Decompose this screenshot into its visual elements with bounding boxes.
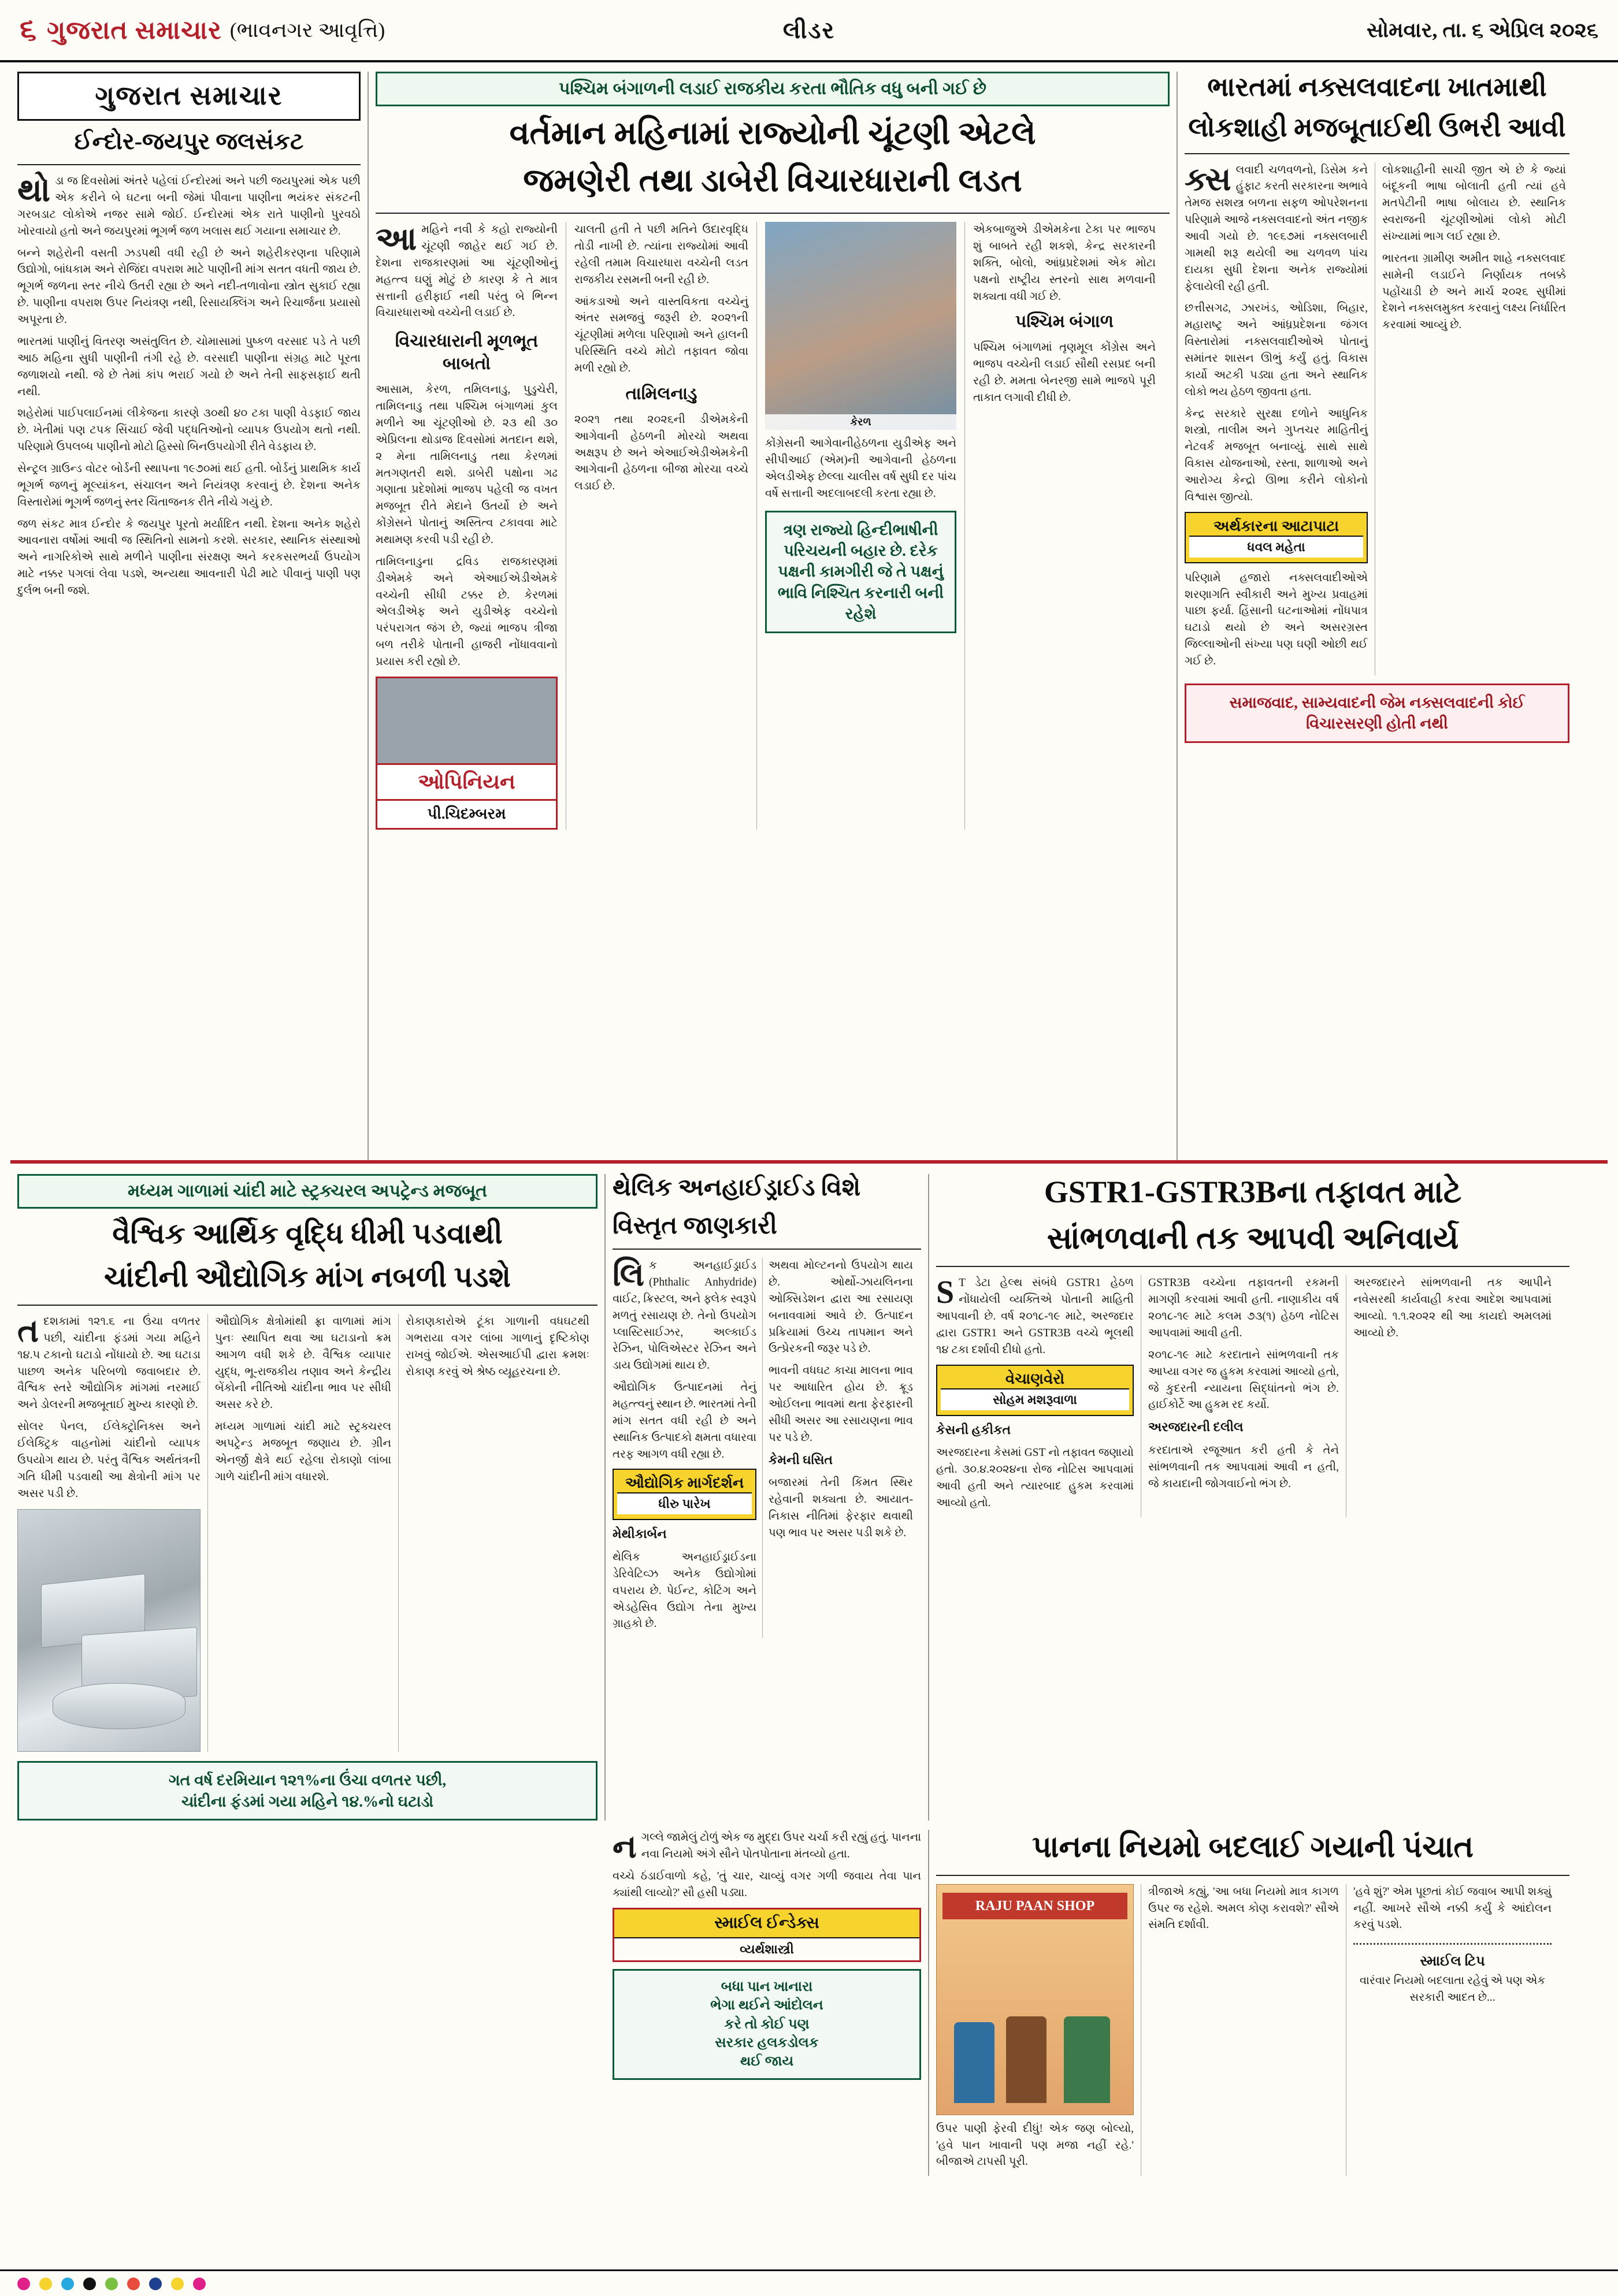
footer-dot-2 [39,2278,52,2290]
silver-headline-line2: ચાંદીની ઔદ્યોગિક માંગ નબળી પડશે [104,1261,511,1293]
editorial-para-1: બન્ને શહેરોની વસતી ઝડપથી વધી રહી છે અને શહેરીકરણના પરિણામે ઉદ્યોગો, બાંધકામ અને રોજિંદા વપરાશ માટે પાણીની માંગ સતત વધતી જાય છે. ભૂગર્ભ જળના સ્તર નીચે ઉતરી રહ્યા છે અને નદી-તળાવોના સ્ત્રોત સુકાઈ રહ્યા છે. પાણીના વપરાશ ઉપર નિયંત્રણ નથી, રિસાયક્લિંગ અને રિચાર્જના પ્રયાસો અપૂરતા છે. [17,247,361,326]
pan-left-col [606,1830,929,2176]
footer-dot-9 [193,2278,206,2290]
right-story-body [1185,162,1569,675]
opinion-author-photo [377,678,556,765]
phthalic-para-4: ભાવની વધઘટ કાચા માલના ભાવ પર આધારિત હોય છે. ક્રૂડ ઓઈલના ભાવમાં થતા ફેરફારની સીધી અસર આ રસાયણના ભાવ પર પડે છે. [769,1365,913,1444]
smile-index-author: વ્યર્થશાસ્ત્રી [740,1941,794,1956]
pan-headline: પાનના નિયમો બદલાઈ ગયાની પંચાત [1032,1831,1474,1864]
phthalic-sub2-text: બજારમાં તેની કિંમત સ્થિર રહેવાની શક્યતા છે. આયાત-નિકાસ નીતિમાં ફેરફાર થવાથી પણ ભાવ પર અસર પડી શકે છે. [769,1477,913,1539]
lead-kicker: પશ્ચિમ બંગાળની લડાઈ રાજકીય કરતા ભૌતિક વધુ બની ગઈ છે [376,72,1170,106]
phthalic-headline-line2: વિસ્તૃત જાણકારી [613,1212,777,1239]
phthalic-sub2: કેમની ઘસિત [769,1452,833,1467]
silver-subcol-3 [399,1314,589,1752]
lead-subcol-4 [965,222,1156,830]
right-lead-para: ક્સલવાદી ચળવળનો, ડિસેમ કને હુંફાટ કરતી સરકારના અભાવે તેમજ સશસ્ત્ર બળના સફળ ઓપરેશનના પરિણામે આજે નક્સલવાદનો અંત નજીક આવી ગયો છે. ૧૯૬૭માં નક્સલબારી ગામથી શરૂ થયેલી આ ચળવળ પાંચ દાયકા સુધી દેશના અનેક રાજ્યોમાં ફેલાયેલી રહી હતી. [1185,161,1368,293]
lead-photo-text: કોંગ્રેસની આગેવાનીહેઠળના યુડીએફ અને સીપીઆઈ (એમ)ની આગેવાની હેઠળના એલડીએફ છેલ્લા ચાલીસ વર્ષ સુધી દર પાંચ વર્ષે સત્તાની અદલાબદલી કરતા રહ્યા છે. [765,437,956,500]
paper-name: ગુજરાત સમાચાર [47,16,222,44]
editorial-para-5: જળ સંકટ માત્ર ઈન્દોર કે જયપુર પૂરતો મર્યાદિત નથી. દેશના અનેક શહેરો આવનારા વર્ષોમાં આવી જ સ્થિતિનો સામનો કરશે. સરકાર, સ્થાનિક સંસ્થાઓ અને નાગરિકોએ સાથે મળીને પાણીના સંરક્ષણ અને કરકસરભર્યા ઉપયોગ માટે નક્કર પગલાં લેવા પડશે, અન્યથા આવનારી પેઢી માટે પીવાનું પાણી પણ દુર્લભ બની જશે. [17,518,361,597]
pan-quote-l5: થઈ જાય [740,2054,794,2070]
lead-story-body [376,222,1170,830]
gst-subcol-1 [936,1275,1141,1517]
pan-para-5: 'હવે શું?' એમ પૂછતાં કોઈ જવાબ આપી શક્યું નહીં. આખરે સૌએ નક્કી કર્યું કે આંદોલન કરવું પડશે. [1353,1885,1552,1931]
right-para-2: કેન્દ્ર સરકારે સુરક્ષા દળોને આધુનિક શસ્ત્રો, તાલીમ અને ગુપ્તચર માહિતીનું નેટવર્ક મજબૂત બનાવ્યું. સાથે સાથે વિકાસ યોજનાઓ, રસ્તા, શાળાઓ અને આરોગ્ય કેન્દ્રો ઊભા કરીને લોકોનો વિશ્વાસ જીત્યો. [1185,407,1368,503]
editorial-para-3: શહેરોમાં પાઈપલાઈનમાં લીકેજના કારણે ૩૦થી ૪૦ ટકા પાણી વેડફાઈ જાય છે. ખેતીમાં પણ ટપક સિંચાઈ જેવી પદ્ધતિઓનો વ્યાપક ઉપયોગ થતો નથી. પરિણામે ઉપલબ્ધ પાણીનો મોટો હિસ્સો બિનઉપયોગી રીતે વેડફાય છે. [17,407,361,454]
pan-subcol-3 [1346,1884,1552,2176]
lead-subcol-1 [376,222,566,830]
lead-headline-line2: જમણેરી તથા ડાબેરી વિચારધારાની લડત [523,163,1022,199]
opinion-box [376,677,558,830]
phthalic-tag-author: ધીરુ પારેખ [617,1492,752,1514]
silver-bottom-box [17,1761,598,1821]
smile-index-box [613,1908,921,1962]
silver-bottom-line2: ચાંદીના ફંડમાં ગયા મહિને ૧૪.%નો ઘટાડો [181,1792,434,1810]
footer-dot-5 [105,2278,118,2290]
gst-subcol-3 [1346,1275,1552,1517]
middle-section [0,1164,1618,1821]
silver-subcol-2 [208,1314,399,1752]
silver-bars-photo [17,1509,201,1752]
lead-para-3: તામિલનાડુના દ્રવિડ રાજકારણમાં ડીએમકે અને એઆઈએડીએમકે વચ્ચેની સીધી ટક્કર છે. કેરળમાં એલડીએફ અને યુડીએફ વચ્ચેનો પરંપરાગત જંગ છે, જ્યાં ભાજપ ત્રીજા બળ તરીકે પોતાની હાજરી નોંધાવવાનો પ્રયાસ કરી રહ્યો છે. [376,555,558,668]
gst-sub1-text: અરજદારના કેસમાં GST નો તફાવત જણાયો હતો. ૩૦.૪.૨૦૨૪ના રોજ નોટિસ આપવામાં આવી હતી અને ત્યારબાદ હુકમ કરવામાં આવ્યો હતો. [936,1447,1134,1509]
gst-para-3: ૨૦૧૮-૧૯ માટે કરદાતાને સાંભળવાની તક આપ્યા વગર જ હુકમ કરવામાં આવ્યો હતો, જે કુદરતી ન્યાયના સિદ્ધાંતનો ભંગ છે. હાઈકોર્ટે આ હુકમ રદ કર્યો. [1148,1348,1339,1411]
phthalic-subcol-1 [613,1258,763,1638]
editorial-para-4: સેન્ટ્રલ ગ્રાઉન્ડ વોટર બોર્ડની સ્થાપના ૧૯૭૦માં થઈ હતી. બોર્ડનું પ્રાથમિક કાર્ય ભૂગર્ભ જળનું મૂલ્યાંકન, સંચાલન અને નિયંત્રણ કરવાનું છે. દેશના અનેક વિસ્તારોમાં ભૂગર્ભ જળનું સ્તર ચિંતાજનક રીતે નીચે ગયું છે. [17,462,361,508]
footer-dot-6 [127,2278,140,2290]
lead-para-4: ચાલતી હતી તે પછી મતિને ઉદારવૃદ્ધિ તોડી નાખી છે. ત્યાંના રાજ્યોમાં આવી રહેલી તમામ વિચારધારા વચ્ચેની લડત રાજકીય રસમની બની રહી છે. [574,224,748,286]
section-label: લીડર [782,17,836,43]
page-number: ૬ [20,13,37,46]
lead-para-8: પશ્ચિમ બંગાળમાં તૃણમૂલ કોંગ્રેસ અને ભાજપ વચ્ચેની લડાઈ સૌથી રસપ્રદ બની રહી છે. મમતા બેનરજી સામે ભાજપે પૂરી તાકાત લગાવી દીધી છે. [973,341,1156,404]
phthalic-story [606,1174,929,1821]
silver-para-3: ઔદ્યોગિક ક્ષેત્રોમાંથી ફ્રા વાળામાં માંગ પુનઃ સ્થાપિત થવા આ ઘટાડાનો ક્રમ આગળ વધી શકે છે. વૈશ્વિક વ્યાપાર યુદ્ધ, ભૂ-રાજકીય તણાવ અને કેન્દ્રીય બેંકોની નીતિઓ ચાંદીના ભાવ પર સીધી અસર કરે છે. [215,1316,391,1411]
gst-sub1: કેસની હકીકત [936,1422,1011,1437]
silver-para-1: તદશકામાં ૧૨૧.૬ ના ઉંચા વળતર પછી, ચાંદીના ફંડમાં ગયા મહિને ૧૪.૫ ટકાનો ઘટાડો નોંધાયો છે. આ ઘટાડા પાછળ અનેક પરિબળો જવાબદાર છે. વૈશ્વિક સ્તરે ઔદ્યોગિક માંગમાં નરમાઈ અને ડોલરની મજબૂતાઈ મુખ્ય કારણો છે. [17,1313,201,1411]
pan-story [929,1830,1576,2176]
gst-sub2-text: કરદાતાએ રજૂઆત કરી હતી કે તેને સાંભળવાની તક આપવામાં આવી ન હતી, જે કાયદાની જોગવાઈનો ભંગ છે. [1148,1444,1339,1490]
pan-body [936,1884,1569,2176]
footer-dot-7 [149,2278,162,2290]
silver-story [10,1174,606,1821]
silver-kicker: મધ્યમ ગાળામાં ચાંદી માટે સ્ટ્રક્ચરલ અપટ્રેન્ડ મજબૂત [17,1174,598,1209]
gst-tag [936,1365,1134,1416]
right-headline-line1: ભારતમાં નક્સલવાદના ખાતમાથી [1207,72,1547,102]
phthalic-tag-title: ઔદ્યોગિક માર્ગદર્શન [625,1474,744,1492]
smile-tip-title: સ્માઈલ ટિપ [1420,1954,1485,1970]
opinion-title: ઓપિનિયન [377,765,556,801]
gst-headline-line1: GSTR1-GSTR3Bના તફાવત માટે [1044,1175,1462,1209]
right-subcol-2 [1375,162,1566,675]
issue-date: સોમવાર, તા. ૬ એપ્રિલ ૨૦૨૬ [1366,18,1598,42]
phthalic-para-2: ઔદ્યોગિક ઉત્પાદનમાં તેનું મહત્ત્વનું સ્થાન છે. ભારતમાં તેની માંગ સતત વધી રહી છે અને સ્થાનિક ઉત્પાદકો ક્ષમતા વધારવા તરફ આગળ વધી રહ્યા છે. [613,1381,756,1461]
gst-headline-line2: સાંભળવાની તક આપવી અનિવાર્ય [1046,1220,1459,1255]
gst-tag-author: સોહમ મશરૂવાળા [941,1388,1129,1410]
editorial-para-0: થોડા જ દિવસોમાં અંતરે પહેલાં ઈન્દોરમાં અને પછી જયપુરમાં એક પછી એક કરીને બે ઘટના બની જેમાં પીવાના પાણીના ભયંકર સંકટની ગરબડાટ લોકોએ નજર સામે જોઈ. ઈન્દોરમાં એક રાતે પાણીનો પુરવઠો ખોરવાયો હતો અને જયપુરમાં ભૂગર્ભ જળ ખલાસ થઈ ગયાના સમાચાર છે. [17,173,361,237]
lead-photo [765,222,956,430]
right-subcol-1 [1185,162,1375,675]
gst-body [936,1275,1569,1517]
editorial-body [17,173,361,600]
bottom-section [0,1821,1618,2176]
footer-dot-8 [171,2278,184,2290]
inset-tag-title: અર્થકારના આટાપાટા [1213,517,1339,534]
pan-para-4: ત્રીજાએ કહ્યું, 'આ બધા નિયમો માત્ર કાગળ ઉપર જ રહેશે. અમલ કોણ કરાવશે?' સૌએ સંમતિ દર્શાવી. [1148,1885,1339,1931]
gst-sub2: અરજદારની દલીલ [1148,1420,1244,1435]
paper-logo-text: ગુજરાત સમાચાર [95,81,283,110]
right-bottom-quote: સમાજવાદ, સામ્યવાદની જેમ નક્સલવાદની કોઈ વિચારસરણી હોતી નથી [1185,683,1569,743]
masthead-bar [0,0,1618,62]
lead-pullquote: ત્રણ રાજ્યો હિન્દીભાષીની પરિચયની બહાર છે. દરેક પક્ષની કામગીરી જે તે પક્ષનું ભાવિ નિશ્ચિત કરનારી બની રહેશે [765,511,956,633]
lead-subcol-3 [757,222,965,830]
silver-para-5: રોકાણકારોએ ટૂંકા ગાળાની વધઘટથી ગભરાયા વગર લાંબા ગાળાનું દૃષ્ટિકોણ રાખવું જોઈએ. એસઆઈપી દ્વારા ક્રમશઃ રોકાણ કરવું એ શ્રેષ્ઠ વ્યૂહરચના છે. [406,1316,589,1378]
silver-para-2: સોલર પેનલ, ઈલેક્ટ્રોનિક્સ અને ઈલેક્ટ્રિક વાહનોમાં ચાંદીનો વ્યાપક ઉપયોગ થાય છે. પરંતુ વૈશ્વિક અર્થતંત્રની ગતિ ધીમી પડવાથી આ ક્ષેત્રોની માંગ પર અસર પડી છે. [17,1421,201,1500]
lead-photo-caption: કેરળ [765,414,956,430]
pan-quote-l3: કરે તો કોઈ પણ [724,2016,810,2032]
pan-lead: નગલ્લે જામેલું ટોળું એક જ મુદ્દા ઉપર ચર્ચા કરી રહ્યું હતું. પાનના નવા નિયમો અંગે સૌને પોતપોતાના મંતવ્યો હતા. [613,1829,921,1866]
footer-dot-3 [61,2278,74,2290]
right-headline-line2: લોકશાહી મજબૂતાઈથી ઉભરી આવી [1188,113,1566,143]
pan-pullquote [613,1969,921,2080]
gst-para-2: GSTR3B વચ્ચેના તફાવતની રકમની માગણી કરવામાં આવી હતી. નાણાકીય વર્ષ ૨૦૧૮-૧૯ માટે કલમ ૭૩(૧) હેઠળ નોટિસ આપવામાં આવી હતી. [1148,1277,1339,1340]
inset-tag-author: ધવલ મહેતા [1189,536,1363,558]
right-para-1: છત્તીસગઢ, ઝારખંડ, ઓડિશા, બિહાર, મહારાષ્ટ્ર અને આંધ્રપ્રદેશના જંગલ વિસ્તારોમાં નક્સલવાદીઓએ પોતાનું સમાંતર શાસન ઊભું કર્યું હતું. વિકાસ કાર્યો અટકી પડ્યા હતા અને સ્થાનિક લોકો ભય હેઠળ જીવતા હતા. [1185,302,1368,398]
pan-shop-sign: RAJU PAAN SHOP [942,1893,1127,1919]
lead-para-5: આંકડાઓ અને વાસ્તવિકતા વચ્ચેનું અંતર સમજવું જરૂરી છે. ૨૦૨૧ની ચૂંટણીમાં મળેલા પરિણામો અને હાલની પરિસ્થિતિ વચ્ચે મોટો તફાવત જોવા મળી રહ્યો છે. [574,295,748,375]
lead-para-6: ૨૦૨૧ તથા ૨૦૨૬ની ડીએમકેની આગેવાની હેઠળની મોરચો અથવા અક્ષરૂપ છે અને એઆઈએડીએમકેની આગેવાની હેઠળના બીજા મોરચા વચ્ચે લડાઈ છે. [574,413,748,493]
gst-story [929,1174,1576,1821]
edition-label: (ભાવનગર આવૃત્તિ) [229,18,385,42]
top-section [0,62,1618,1160]
gst-para-4: અરજદારને સાંભળવાની તક આપીને નવેસરથી કાર્યવાહી કરવા આદેશ આપવામાં આવ્યો. ૧.૧.૨૦૨૨ થી આ કાયદો અમલમાં આવ્યો છે. [1353,1277,1552,1340]
lead-subcol-2 [566,222,757,830]
footer-color-dots [0,2269,1618,2296]
pan-shop-illustration [936,1884,1134,2115]
pan-para-2: વચ્ચે ઠંડાઈવાળો કહે, 'તું ચાર, ચાવ્યું વગર ગળી જવાય તેવા પાન ક્યાંથી લાવ્યો?' સૌ હસી પડ્યા. [613,1870,921,1899]
silver-body [17,1314,598,1752]
smile-tip-text: વારંવાર નિયમો બદલાતા રહેવું એ પણ એક સરકારી આદત છે... [1359,1975,1546,2004]
lead-para-2: આસામ, કેરળ, તમિલનાડુ, પુડુચેરી, તામિલનાડુ તથા પશ્ચિમ બંગાળમાં કુલ મળીને આ ચૂંટણીઓ છે. ૨૩ થી ૩૦ એપ્રિલના થોડાજ દિવસોમાં મતદાન થશે, ૨ મેના તામિલનાડુ તથા કેરળમાં મતગણતરી થશે. ડાબેરી પક્ષોના ગઢ ગણાતા પ્રદેશોમાં ભાજપ પહેલી જ વખત મજબૂત રીતે મેદાને ઉતર્યો છે અને કોંગ્રેસને પોતાનું અસ્તિત્વ ટકાવવા માટે મથામણ કરવી પડી રહી છે. [376,384,558,547]
silver-subcol-1 [17,1314,208,1752]
phthalic-tag [613,1469,756,1520]
pan-para-3: ઉપર પાણી ફેરવી દીધું! એક જણ બોલ્યો, 'હવે પાન ખાવાની પણ મજા નહીં રહે.' બીજાએ ટાપસી પૂરી. [936,2122,1134,2168]
phthalic-sub1: મેથીકાર્બન [613,1526,667,1541]
right-story-column [1178,72,1576,1160]
bottom-left-spacer [10,1830,606,2176]
silver-para-4: મધ્યમ ગાળામાં ચાંદી માટે સ્ટ્રક્ચરલ અપટ્રેન્ડ મજબૂત જણાય છે. ગ્રીન એનર્જી ક્ષેત્રે થઈ રહેલા રોકાણો લાંબા ગાળે ચાંદીની માંગ વધારશે. [215,1421,391,1483]
lead-subhead-1: વિચારધારાની મૂળભૂત બાબતો [395,332,539,374]
left-editorial-column [10,72,369,1160]
phthalic-sub1-text: થેલિક અનહાઈડ્રાઈડના ડેરિવેટિવ્ઝ અનેક ઉદ્યોગોમાં વપરાય છે. પેઈન્ટ, કોટિંગ અને એડહેસિવ ઉદ્યોગ તેના મુખ્ય ગ્રાહકો છે. [613,1551,756,1630]
phthalic-para-3: અથવા મોલ્ટનનો ઉપયોગ થાય છે. ઓર્થો-ઝાયલિનના ઓક્સિડેશન દ્વારા આ રસાયણ બનાવવામાં આવે છે. ઉત્પાદન પ્રક્રિયામાં ઉચ્ચ તાપમાન અને ઉત્પ્રેરકની જરૂર પડે છે. [769,1260,913,1355]
lead-subhead-3: તામિલનાડુ [625,384,697,403]
pan-subcol-1 [936,1884,1141,2176]
phthalic-body [613,1258,921,1638]
editorial-para-2: ભારતમાં પાણીનું વિતરણ અસંતુલિત છે. ચોમાસામાં પુષ્કળ વરસાદ પડે તે પછી આઠ મહિના સુધી પાણીની તંગી રહે છે. વરસાદી પાણીના સંગ્રહ માટે પૂરતા જળાશયો નથી. જે છે તેમાં કાંપ ભરાઈ ગયો છે અને તેની સાફસફાઈ થતી નથી. [17,335,361,398]
phthalic-subcol-2 [763,1258,913,1638]
pan-subcol-2 [1141,1884,1346,2176]
lead-story-column [369,72,1178,1160]
phthalic-lead: લિક અનહાઈડ્રાઈડ (Phthalic Anhydride) વાઈટ, ક્રિસ્ટલ, અને ફ્લેક સ્વરૂપે મળતું રસાયણ છે. તેનો ઉપયોગ પ્લાસ્ટિસાઈઝર, અલ્કાઈડ રેઝિન, પોલિએસ્ટર રેઝિન અને ડાય ઉદ્યોગમાં થાય છે. [613,1257,756,1372]
gst-tag-title: વેચાણવેરો [1005,1370,1065,1387]
pan-quote-l1: બધા પાન ખાનારા [721,1979,813,1994]
footer-dot-1 [17,2278,30,2290]
lead-headline-line1: વર્તમાન મહિનામાં રાજ્યોની ચૂંટણી એટલે [509,116,1036,151]
lead-para-7: એકબાજુએ ડીએમકેના ટેકા પર ભાજપ શું બાબતે રહી શકશે, કેન્દ્ર સરકારની શક્તિ, બોલો, આંધ્રપ્રદેશમાં એક મોટા પક્ષનો રાષ્ટ્રીય સ્તરનો સાથ મળવાની શક્યતા વધી ગઈ છે. [973,224,1156,303]
right-para-4: લોકશાહીની સાચી જીત એ છે કે જ્યાં બંદૂકની ભાષા બોલાતી હતી ત્યાં હવે મતપેટીની ભાષા બોલાય છે. સ્થાનિક સ્વરાજની ચૂંટણીઓમાં લોકો મોટી સંખ્યામાં ભાગ લઈ રહ્યા છે. [1382,164,1566,243]
phthalic-headline-line1: થેલિક અનહાઈડ્રાઈડ વિશે [613,1175,861,1201]
gst-subcol-2 [1141,1275,1346,1517]
opinion-author-name: પી.ચિદમ્બરમ [377,801,556,828]
editorial-headline: ઈન્દોર-જયપુર જલસંકટ [74,128,304,154]
lead-para-1: આમહિને નવી કે કહો રાજ્યોની ચૂંટણી જાહેર થઈ ગઈ છે. દેશના રાજકારણમાં આ ચૂંટણીઓનું મહત્ત્વ ઘણું મોટું છે કારણ કે તે માત્ર સત્તાની હરીફાઈ નથી પરંતુ બે ભિન્ન વિચારધારાઓ વચ્ચેની લડાઈ છે. [376,221,558,319]
lead-subhead-2: પશ્ચિમ બંગાળ [1015,312,1114,332]
silver-headline-line1: વૈશ્વિક આર્થિક વૃદ્ધિ ધીમી પડવાથી [112,1217,503,1250]
footer-dot-4 [83,2278,96,2290]
inset-tag [1185,512,1368,563]
smile-index-title: સ્માઈલ ઈન્ડેક્સ [614,1909,919,1938]
right-para-5: ભારતના ગ્રામીણ અમીત શાહે નક્સલવાદ સામેની લડાઈને નિર્ણાયક તબક્કે પહોંચાડી છે અને માર્ચ ૨૦૨૬ સુધીમાં દેશને નક્સલમુક્ત કરવાનું લક્ષ્ય નિર્ધારિત કરવામાં આવ્યું છે. [1382,252,1566,332]
gst-lead: ST ડેટા હેલ્થ સંબંધે GSTR1 હેઠળ નોંધાયેલી વ્યક્તિએ પોતાની માહિતી આપવાની છે. વર્ષ ૨૦૧૮-૧૯ માટે, અરજદાર દ્વારા GSTR1 અને GSTR3B વચ્ચે ભૂલથી ૧૪ ટકા દર્શાવી દીધો હતો. [936,1275,1134,1356]
paper-logo-box [17,72,361,121]
right-para-3: પરિણામે હજારો નક્સલવાદીઓએ શરણાગતિ સ્વીકારી અને મુખ્ય પ્રવાહમાં પાછા ફર્યા. હિંસાની ઘટનાઓમાં નોંધપાત્ર ઘટાડો થયો છે અને અસરગ્રસ્ત જિલ્લાઓની સંખ્યા પણ ઘણી ઓછી થઈ ગઈ છે. [1185,571,1368,668]
pan-quote-l4: સરકાર હલકડોલક [715,2035,819,2050]
pan-quote-l2: ભેગા થઈને આંદોલન [710,1998,823,2013]
silver-bottom-line1: ગત વર્ષ દરમિયાન ૧૨૧%ના ઉંચા વળતર પછી, [168,1771,447,1789]
